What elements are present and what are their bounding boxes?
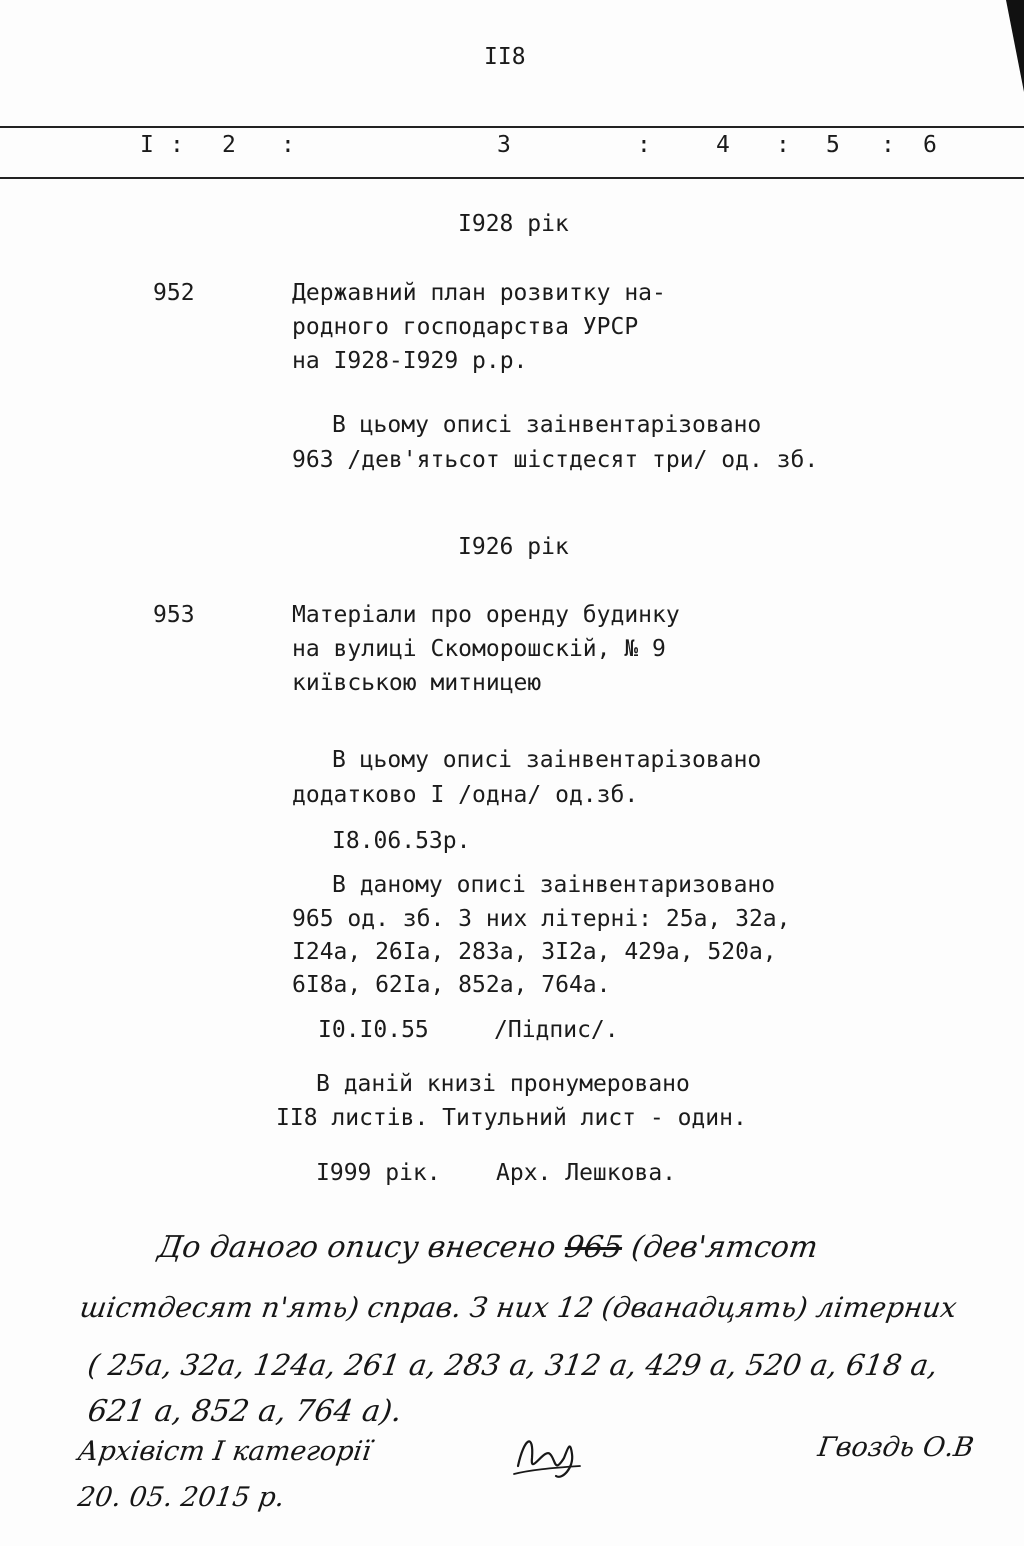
inventory-note-line: В цьому описі заінвентарізовано xyxy=(332,412,762,438)
date-stamp: I8.06.53р. xyxy=(332,828,471,854)
column-separator: : xyxy=(281,132,295,158)
column-separator: : xyxy=(776,132,790,158)
inventory-note-line: В цьому описі заінвентарізовано xyxy=(332,747,762,773)
handwritten-position: Архівіст I категорії xyxy=(75,1436,374,1467)
column-2-label: 2 xyxy=(222,132,236,158)
scan-corner-shadow xyxy=(1006,0,1024,92)
handwritten-struck-number: 965 xyxy=(562,1230,625,1265)
header-rule-top xyxy=(0,126,1024,128)
column-1-label: I xyxy=(140,132,154,158)
handwritten-text: До даного опису внесено xyxy=(155,1230,558,1265)
column-5-label: 5 xyxy=(826,132,840,158)
header-rule-bottom xyxy=(0,177,1024,179)
year-heading: I928 рік xyxy=(458,211,569,237)
entry-title-line: родного господарства УРСР xyxy=(292,314,639,340)
handwritten-line xyxy=(155,1228,820,1268)
inventory-note-line: I24а, 26Iа, 283а, 3I2а, 429а, 520а, xyxy=(292,939,777,965)
page-count-note-line: В даній книзі пронумеровано xyxy=(316,1071,690,1097)
footer-archivist: Арх. Лешкова. xyxy=(496,1160,677,1186)
handwritten-line: шістдесят п'ять) справ. З них 12 (дванадцять) літерних xyxy=(77,1291,959,1324)
column-4-label: 4 xyxy=(716,132,730,158)
entry-title-line: на вулиці Скоморошскій, № 9 xyxy=(292,636,666,662)
entry-title-line: на I928-I929 р.р. xyxy=(292,348,528,374)
handwritten-signature-scribble xyxy=(510,1418,590,1488)
entry-number: 953 xyxy=(153,602,195,628)
column-separator: : xyxy=(170,132,184,158)
entry-title-line: Державний план розвитку на- xyxy=(292,280,666,306)
entry-number: 952 xyxy=(153,280,195,306)
year-heading: I926 рік xyxy=(458,534,569,560)
inventory-note-line: 963 /дев'ятьсот шістдесят три/ од. зб. xyxy=(292,447,819,473)
entry-title-line: київською митницею xyxy=(292,670,542,696)
inventory-note-line: 965 од. зб. З них літерні: 25а, 32а, xyxy=(292,906,791,932)
inventory-note-line: додатково I /одна/ од.зб. xyxy=(292,782,639,808)
handwritten-surname: Гвоздь О.В xyxy=(815,1432,976,1463)
signature-placeholder: /Підпис/. xyxy=(494,1017,619,1043)
handwritten-line: ( 25а, 32а, 124а, 261 а, 283 а, 312 а, 429 а, 520 а, 618 а, xyxy=(85,1348,940,1382)
column-separator: : xyxy=(637,132,651,158)
column-3-label: 3 xyxy=(497,132,511,158)
inventory-note-line: В даному описі заінвентаризовано xyxy=(332,872,776,898)
handwritten-date: 20. 05. 2015 р. xyxy=(75,1482,287,1513)
page-number: II8 xyxy=(484,44,526,70)
entry-title-line: Матеріали про оренду будинку xyxy=(292,602,680,628)
handwritten-text: (дев'ятсот xyxy=(629,1230,820,1265)
date-stamp: I0.I0.55 xyxy=(318,1017,429,1043)
page-count-note-line: II8 листів. Титульний лист - один. xyxy=(276,1105,747,1131)
inventory-note-line: 6I8а, 62Iа, 852а, 764а. xyxy=(292,972,611,998)
column-separator: : xyxy=(881,132,895,158)
column-6-label: 6 xyxy=(923,132,937,158)
handwritten-line: 621 а, 852 а, 764 а). xyxy=(85,1394,404,1429)
footer-year: I999 рік. xyxy=(316,1160,441,1186)
